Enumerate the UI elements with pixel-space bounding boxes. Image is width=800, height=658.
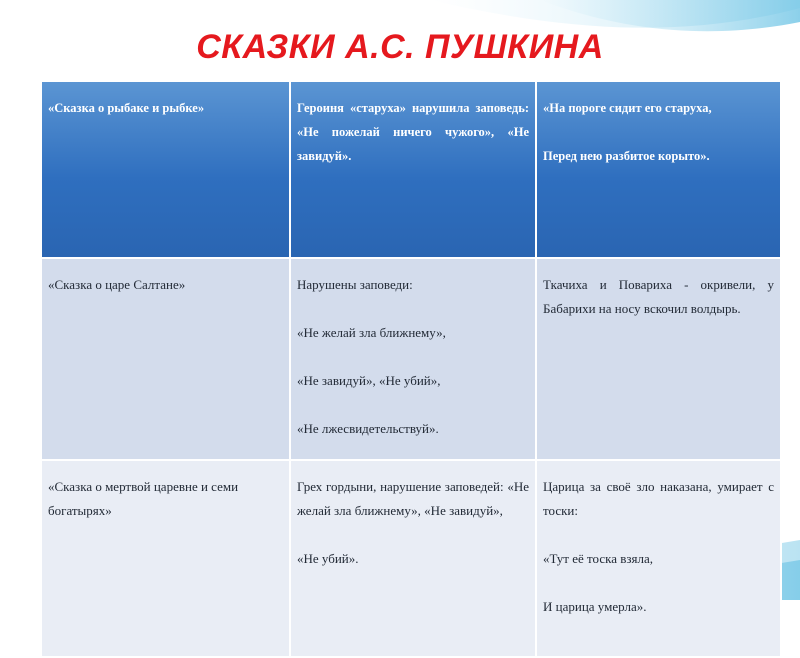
tale-name-cell xyxy=(41,460,290,657)
violation-text: Героиня «старуха» нарушила заповедь: «Не пожелай ничего чужого», «Не завидуй». xyxy=(297,101,529,163)
quote-cell xyxy=(536,460,781,657)
quote-cell xyxy=(536,81,781,258)
slide-title: СКАЗКИ А.С. ПУШКИНА xyxy=(196,28,604,66)
tale-name: «Сказка о царе Салтане» xyxy=(48,277,186,292)
table-row xyxy=(41,460,781,657)
violation-text: «Не завидуй», «Не убий», xyxy=(297,373,441,388)
quote-line: Ткачиха и Повариха - окривели, у Бабарихи на носу вскочил волдырь. xyxy=(543,277,774,316)
violation-text: «Не лжесвидетельствуй». xyxy=(297,421,439,436)
quote-line: Перед нею разбитое корыто». xyxy=(543,149,710,163)
violation-text: «Не убий». xyxy=(297,551,359,566)
table-row xyxy=(41,81,781,258)
violation-text: Грех гордыни, нарушение заповедей: «Не желай зла ближнему», «Не завидуй», xyxy=(297,479,529,518)
tale-name: «Сказка о мертвой царевне и семи богатырях» xyxy=(48,479,239,518)
violation-text: Нарушены заповеди: xyxy=(297,277,413,292)
quote-line: И царица умерла». xyxy=(543,599,647,614)
quote-line: «На пороге сидит его старуха, xyxy=(543,101,712,115)
quote-cell xyxy=(536,258,781,460)
tales-table xyxy=(40,80,782,658)
quote-line: «Тут её тоска взяла, xyxy=(543,551,654,566)
violation-cell xyxy=(290,460,536,657)
violation-cell xyxy=(290,258,536,460)
tale-name-cell xyxy=(41,258,290,460)
table-row xyxy=(41,258,781,460)
tale-name: «Сказка о рыбаке и рыбке» xyxy=(48,101,205,115)
quote-line: Царица за своё зло наказана, умирает с тоски: xyxy=(543,479,774,518)
violation-text: «Не желай зла ближнему», xyxy=(297,325,446,340)
violation-cell xyxy=(290,81,536,258)
tale-name-cell xyxy=(41,81,290,258)
